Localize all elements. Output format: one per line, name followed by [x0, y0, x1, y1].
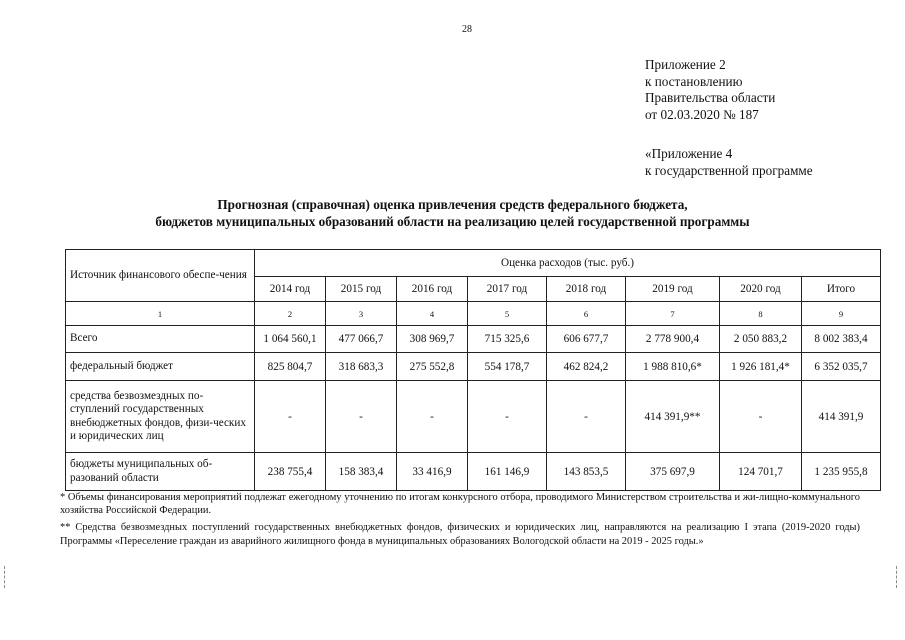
table-cell: 1 064 560,1: [255, 326, 326, 353]
column-index: 2: [255, 302, 326, 326]
table-cell: 8 002 383,4: [802, 326, 881, 353]
table-cell: 414 391,9**: [626, 381, 720, 453]
table-cell: 33 416,9: [397, 453, 468, 491]
column-index: 3: [326, 302, 397, 326]
table-cell: 477 066,7: [326, 326, 397, 353]
footnotes: [60, 491, 860, 548]
title-line-2: бюджетов муниципальных образований области на реализацию целей государственной программы: [155, 213, 750, 229]
appendix-line: Правительства области: [645, 90, 776, 106]
table-cell: 1 235 955,8: [802, 453, 881, 491]
appendix-line: Приложение 2: [645, 57, 726, 72]
table-cell: 414 391,9: [802, 381, 881, 453]
document-title: [60, 197, 845, 230]
table-cell: 275 552,8: [397, 353, 468, 381]
table-cell: 2 778 900,4: [626, 326, 720, 353]
header-year: 2019 год: [626, 277, 720, 302]
budget-table: [65, 249, 881, 491]
header-source: Источник финансового обеспе-чения: [66, 250, 255, 302]
appendix-2-block: [645, 146, 813, 179]
appendix-2-line: «Приложение 4: [645, 146, 733, 161]
table-cell: 554 178,7: [468, 353, 547, 381]
appendix-2-line: к государственной программе: [645, 162, 813, 178]
column-index: 7: [626, 302, 720, 326]
row-source: Всего: [66, 326, 255, 353]
row-source: федеральный бюджет: [66, 353, 255, 381]
page-number: 28: [462, 24, 472, 35]
table-cell: -: [547, 381, 626, 453]
table-cell: 606 677,7: [547, 326, 626, 353]
table-cell: 462 824,2: [547, 353, 626, 381]
table-cell: 1 926 181,4*: [720, 353, 802, 381]
table-cell: 318 683,3: [326, 353, 397, 381]
column-index: 8: [720, 302, 802, 326]
header-year: 2020 год: [720, 277, 802, 302]
header-year: 2017 год: [468, 277, 547, 302]
table-row: [66, 326, 881, 353]
table-row: [66, 453, 881, 491]
table-cell: -: [397, 381, 468, 453]
column-index: 1: [66, 302, 255, 326]
column-index: 9: [802, 302, 881, 326]
table-cell: 715 325,6: [468, 326, 547, 353]
appendix-line: к постановлению: [645, 73, 743, 89]
table-cell: 2 050 883,2: [720, 326, 802, 353]
table-cell: -: [468, 381, 547, 453]
header-year: 2018 год: [547, 277, 626, 302]
scan-edge-mark: [896, 566, 899, 588]
header-estimate: Оценка расходов (тыс. руб.): [255, 250, 881, 277]
row-source: средства безвозмездных по-ступлений государственных внебюджетных фондов, физи-ческих и юридических лиц: [66, 381, 255, 453]
table-cell: -: [326, 381, 397, 453]
table-cell: 124 701,7: [720, 453, 802, 491]
column-index: 5: [468, 302, 547, 326]
table-cell: 825 804,7: [255, 353, 326, 381]
table-cell: 6 352 035,7: [802, 353, 881, 381]
table-cell: 161 146,9: [468, 453, 547, 491]
header-year: 2016 год: [397, 277, 468, 302]
table-cell: -: [255, 381, 326, 453]
table-cell: 238 755,4: [255, 453, 326, 491]
table-cell: 375 697,9: [626, 453, 720, 491]
table-cell: -: [720, 381, 802, 453]
column-index: 6: [547, 302, 626, 326]
table-cell: 158 383,4: [326, 453, 397, 491]
footnote-2: ** Средства безвозмездных поступлений государственных внебюджетных фондов, физических и юридических лиц, направляются на реализацию I этапа (2019-2020 годы) Программы «Переселение граждан из аварийного жилищного фонда в муниципальных образованиях Вологодской области на 2019 - 2025 годы.»: [60, 522, 860, 547]
header-total: Итого: [802, 277, 881, 302]
column-index: 4: [397, 302, 468, 326]
header-year: 2014 год: [255, 277, 326, 302]
scan-edge-mark: [4, 566, 7, 588]
table-cell: 308 969,7: [397, 326, 468, 353]
footnote-1: * Объемы финансирования мероприятий подлежат ежегодному уточнению по итогам конкурсного отбора, проводимого Министерством строительства и жи-лищно-коммунального хозяйства Российской Федерации.: [60, 492, 860, 517]
header-year: 2015 год: [326, 277, 397, 302]
appendix-block: [645, 57, 775, 123]
row-source: бюджеты муниципальных об-разований области: [66, 453, 255, 491]
appendix-line: от 02.03.2020 № 187: [645, 106, 759, 122]
table-row: [66, 381, 881, 453]
table-row: [66, 353, 881, 381]
table-cell: 1 988 810,6*: [626, 353, 720, 381]
title-line-1: Прогнозная (справочная) оценка привлечения средств федерального бюджета,: [217, 197, 688, 212]
table-cell: 143 853,5: [547, 453, 626, 491]
